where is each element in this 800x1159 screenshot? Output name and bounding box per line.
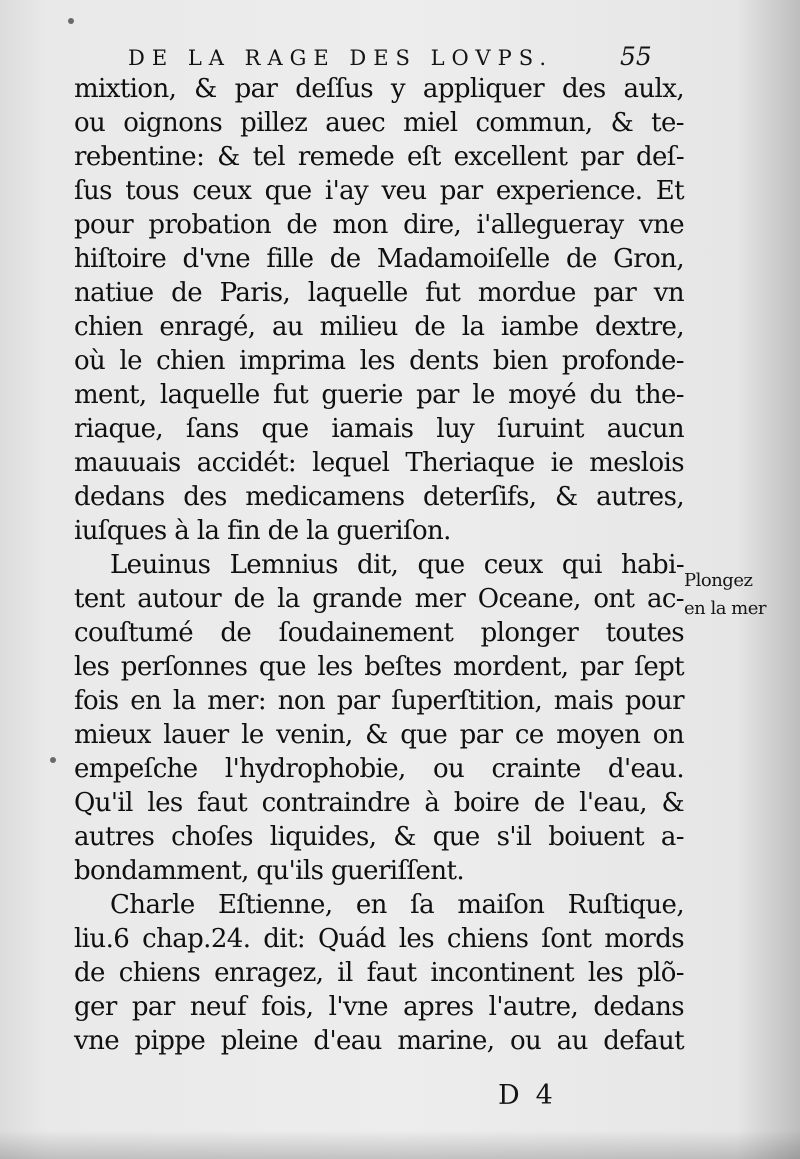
text-line: tent autour de la grande mer Oceane, ont ac-	[74, 584, 684, 614]
text-line: Qu'il les faut contraindre à boire de l'eau, &	[74, 788, 684, 818]
ink-speck-decoration	[68, 18, 74, 24]
text-line: iuſques à la fin de la gueriſon.	[74, 516, 451, 546]
text-line: riaque, ſans que iamais luy ſuruint aucun	[74, 414, 684, 444]
page-number: 55	[620, 42, 652, 71]
ink-speck-decoration	[50, 757, 56, 763]
text-line: rebentine: & tel remede eſt excellent par deſ-	[74, 142, 684, 172]
text-line: ſus tous ceux que i'ay veu par experience. Et	[74, 176, 684, 206]
text-line: Leuinus Lemnius dit, que ceux qui habi-	[110, 550, 684, 580]
page-edge-shadow	[0, 1130, 800, 1159]
text-line: mauuais accidét: lequel Theriaque ie meslois	[74, 448, 684, 478]
text-line: où le chien imprima les dents bien profonde-	[74, 346, 684, 376]
text-line: liu.6 chap.24. dit: Quád les chiens ſont mords	[74, 924, 684, 954]
text-line: mixtion, & par deſſus y appliquer des aulx,	[74, 74, 684, 104]
text-line: fois en la mer: non par ſuperſtition, mais pour	[74, 686, 684, 716]
text-line: autres choſes liquides, & que s'il boiuent a-	[74, 822, 684, 852]
text-line: vne pippe pleine d'eau marine, ou au defaut	[74, 1026, 684, 1056]
text-line: les perſonnes que les beſtes mordent, par ſept	[74, 652, 684, 682]
text-line: ger par neuf fois, l'vne apres l'autre, dedans	[74, 992, 684, 1022]
margin-note	[684, 567, 796, 623]
margin-note-line: Plongez	[684, 570, 753, 591]
text-line: empeſche l'hydrophobie, ou crainte d'eau.	[74, 754, 684, 784]
text-line: de chiens enragez, il faut incontinent les plõ-	[74, 958, 684, 988]
text-line: Charle Eſtienne, en ſa maiſon Ruſtique,	[110, 890, 684, 920]
signature-mark	[498, 1080, 553, 1111]
signature-number: 4	[535, 1080, 553, 1111]
margin-note-line: en la mer	[684, 598, 767, 619]
text-line: chien enragé, au milieu de la iambe dextre,	[74, 312, 684, 342]
text-line: dedans des medicamens deterſifs, & autres,	[74, 482, 684, 512]
signature-letter: D	[498, 1080, 520, 1111]
text-line: ou oignons pillez auec miel commun, & te-	[74, 108, 684, 138]
text-line: natiue de Paris, laquelle fut mordue par vn	[74, 278, 684, 308]
text-line: pour probation de mon dire, i'allegueray vne	[74, 210, 684, 240]
text-line: mieux lauer le venin, & que par ce moyen on	[74, 720, 684, 750]
text-line: hiſtoire d'vne fille de Madamoiſelle de Gron,	[74, 244, 684, 274]
text-line: ment, laquelle fut guerie par le moyé du the-	[74, 380, 684, 410]
text-line: bondamment, qu'ils gueriſſent.	[74, 856, 464, 886]
running-title: DE LA RAGE DES LOVPS.	[128, 46, 554, 70]
body-text	[74, 72, 684, 1058]
text-line: couſtumé de ſoudainement plonger toutes	[74, 618, 684, 648]
